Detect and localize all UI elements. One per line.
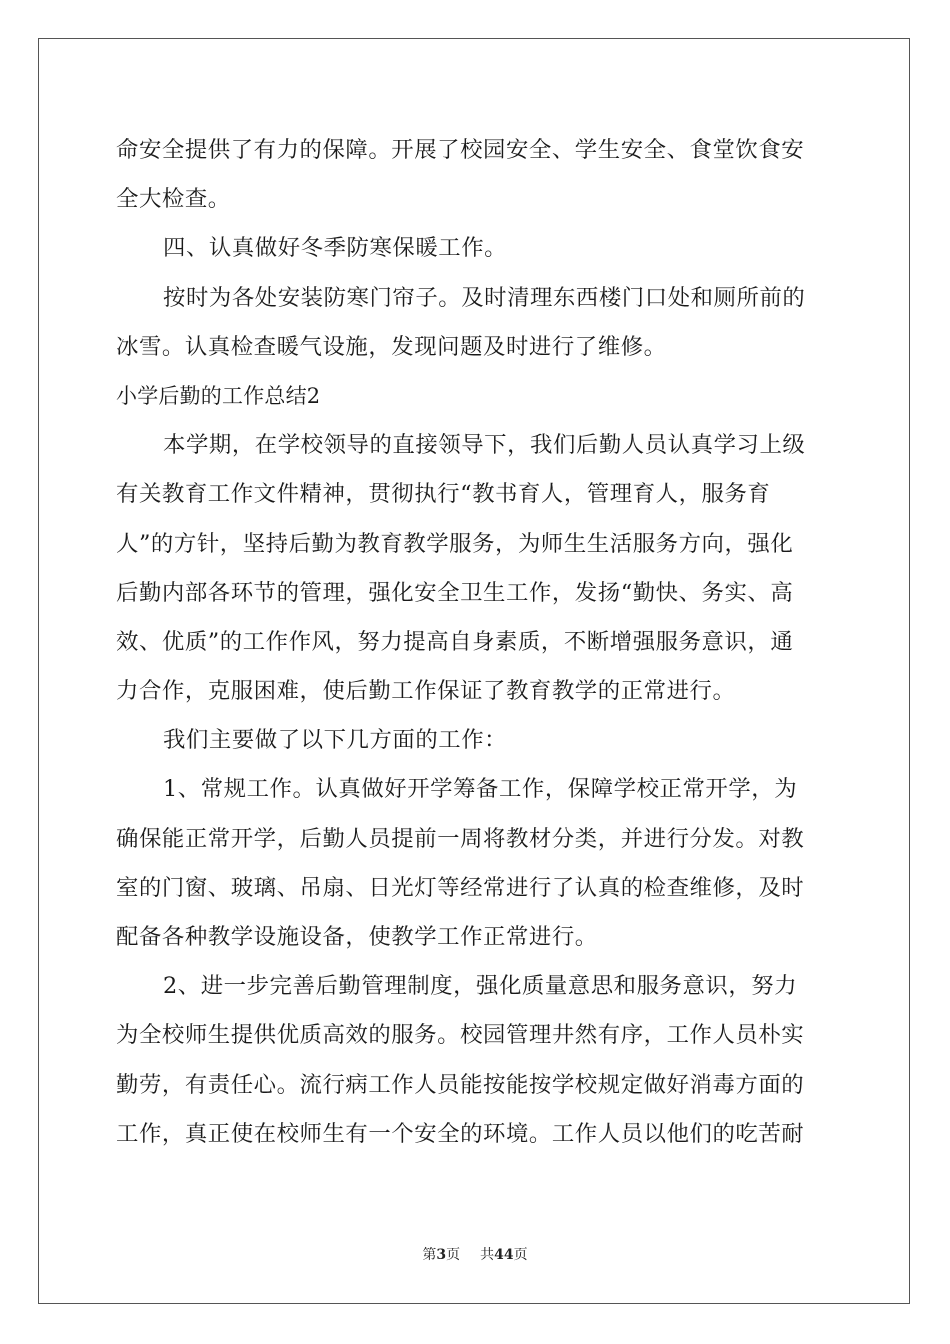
total-page-count: 44 [494,1247,514,1263]
current-page-number: 3 [436,1247,447,1263]
paragraph-start: 1、常规工作。认真做好开学筹备工作，保障学校正常开学，为 [163,776,798,803]
text-line: 效、优质”的工作作风，努力提高自身素质，不断增强服务意识，通 [116,628,794,655]
text-line: 冰雪。认真检查暖气设施，发现问题及时进行了维修。 [116,333,667,360]
total-suffix: 页 [513,1247,528,1263]
text-line: 为全校师生提供优质高效的服务。校园管理井然有序，工作人员朴实 [116,1022,805,1049]
text-line: 室的门窗、玻璃、吊扇、日光灯等经常进行了认真的检查维修，及时 [116,874,805,901]
text-line: 确保能正常开学，后勤人员提前一周将教材分类，并进行分发。对教 [116,825,805,852]
text-line: 全大检查。 [116,186,231,213]
text-line: 工作，真正使在校师生有一个安全的环境。工作人员以他们的吃苦耐 [116,1120,805,1147]
document-subtitle: 小学后勤的工作总结2 [116,383,321,408]
paragraph-start: 本学期，在学校领导的直接领导下，我们后勤人员认真学习上级 [163,432,806,459]
text-line: 力合作，克服困难，使后勤工作保证了教育教学的正常进行。 [116,678,736,705]
section-heading: 四、认真做好冬季防寒保暖工作。 [163,235,508,262]
paragraph-start: 2、进一步完善后勤管理制度，强化质量意思和服务意识，努力 [163,973,798,1000]
paragraph-start: 我们主要做了以下几方面的工作： [163,727,508,754]
text-line: 有关教育工作文件精神，贯彻执行“教书育人，管理育人，服务育 [116,481,771,508]
document-body [116,126,836,1159]
paragraph-start: 按时为各处安装防寒门帘子。及时清理东西楼门口处和厕所前的 [163,284,806,311]
text-line: 后勤内部各环节的管理，强化安全卫生工作，发扬“勤快、务实、高 [116,579,794,606]
total-prefix: 共 [480,1247,495,1263]
text-line: 配备各种教学设施设备，使教学工作正常进行。 [116,924,598,950]
page-prefix: 第 [422,1247,437,1263]
text-line: 勤劳，有责任心。流行病工作人员能按能按学校规定做好消毒方面的 [116,1071,805,1098]
page-suffix: 页 [446,1247,461,1263]
text-line: 命安全提供了有力的保障。开展了校园安全、学生安全、食堂饮食安 [116,137,805,163]
text-line: 人”的方针，坚持后勤为教育教学服务，为师生生活服务方向，强化 [116,530,794,557]
page-footer [0,1245,950,1265]
